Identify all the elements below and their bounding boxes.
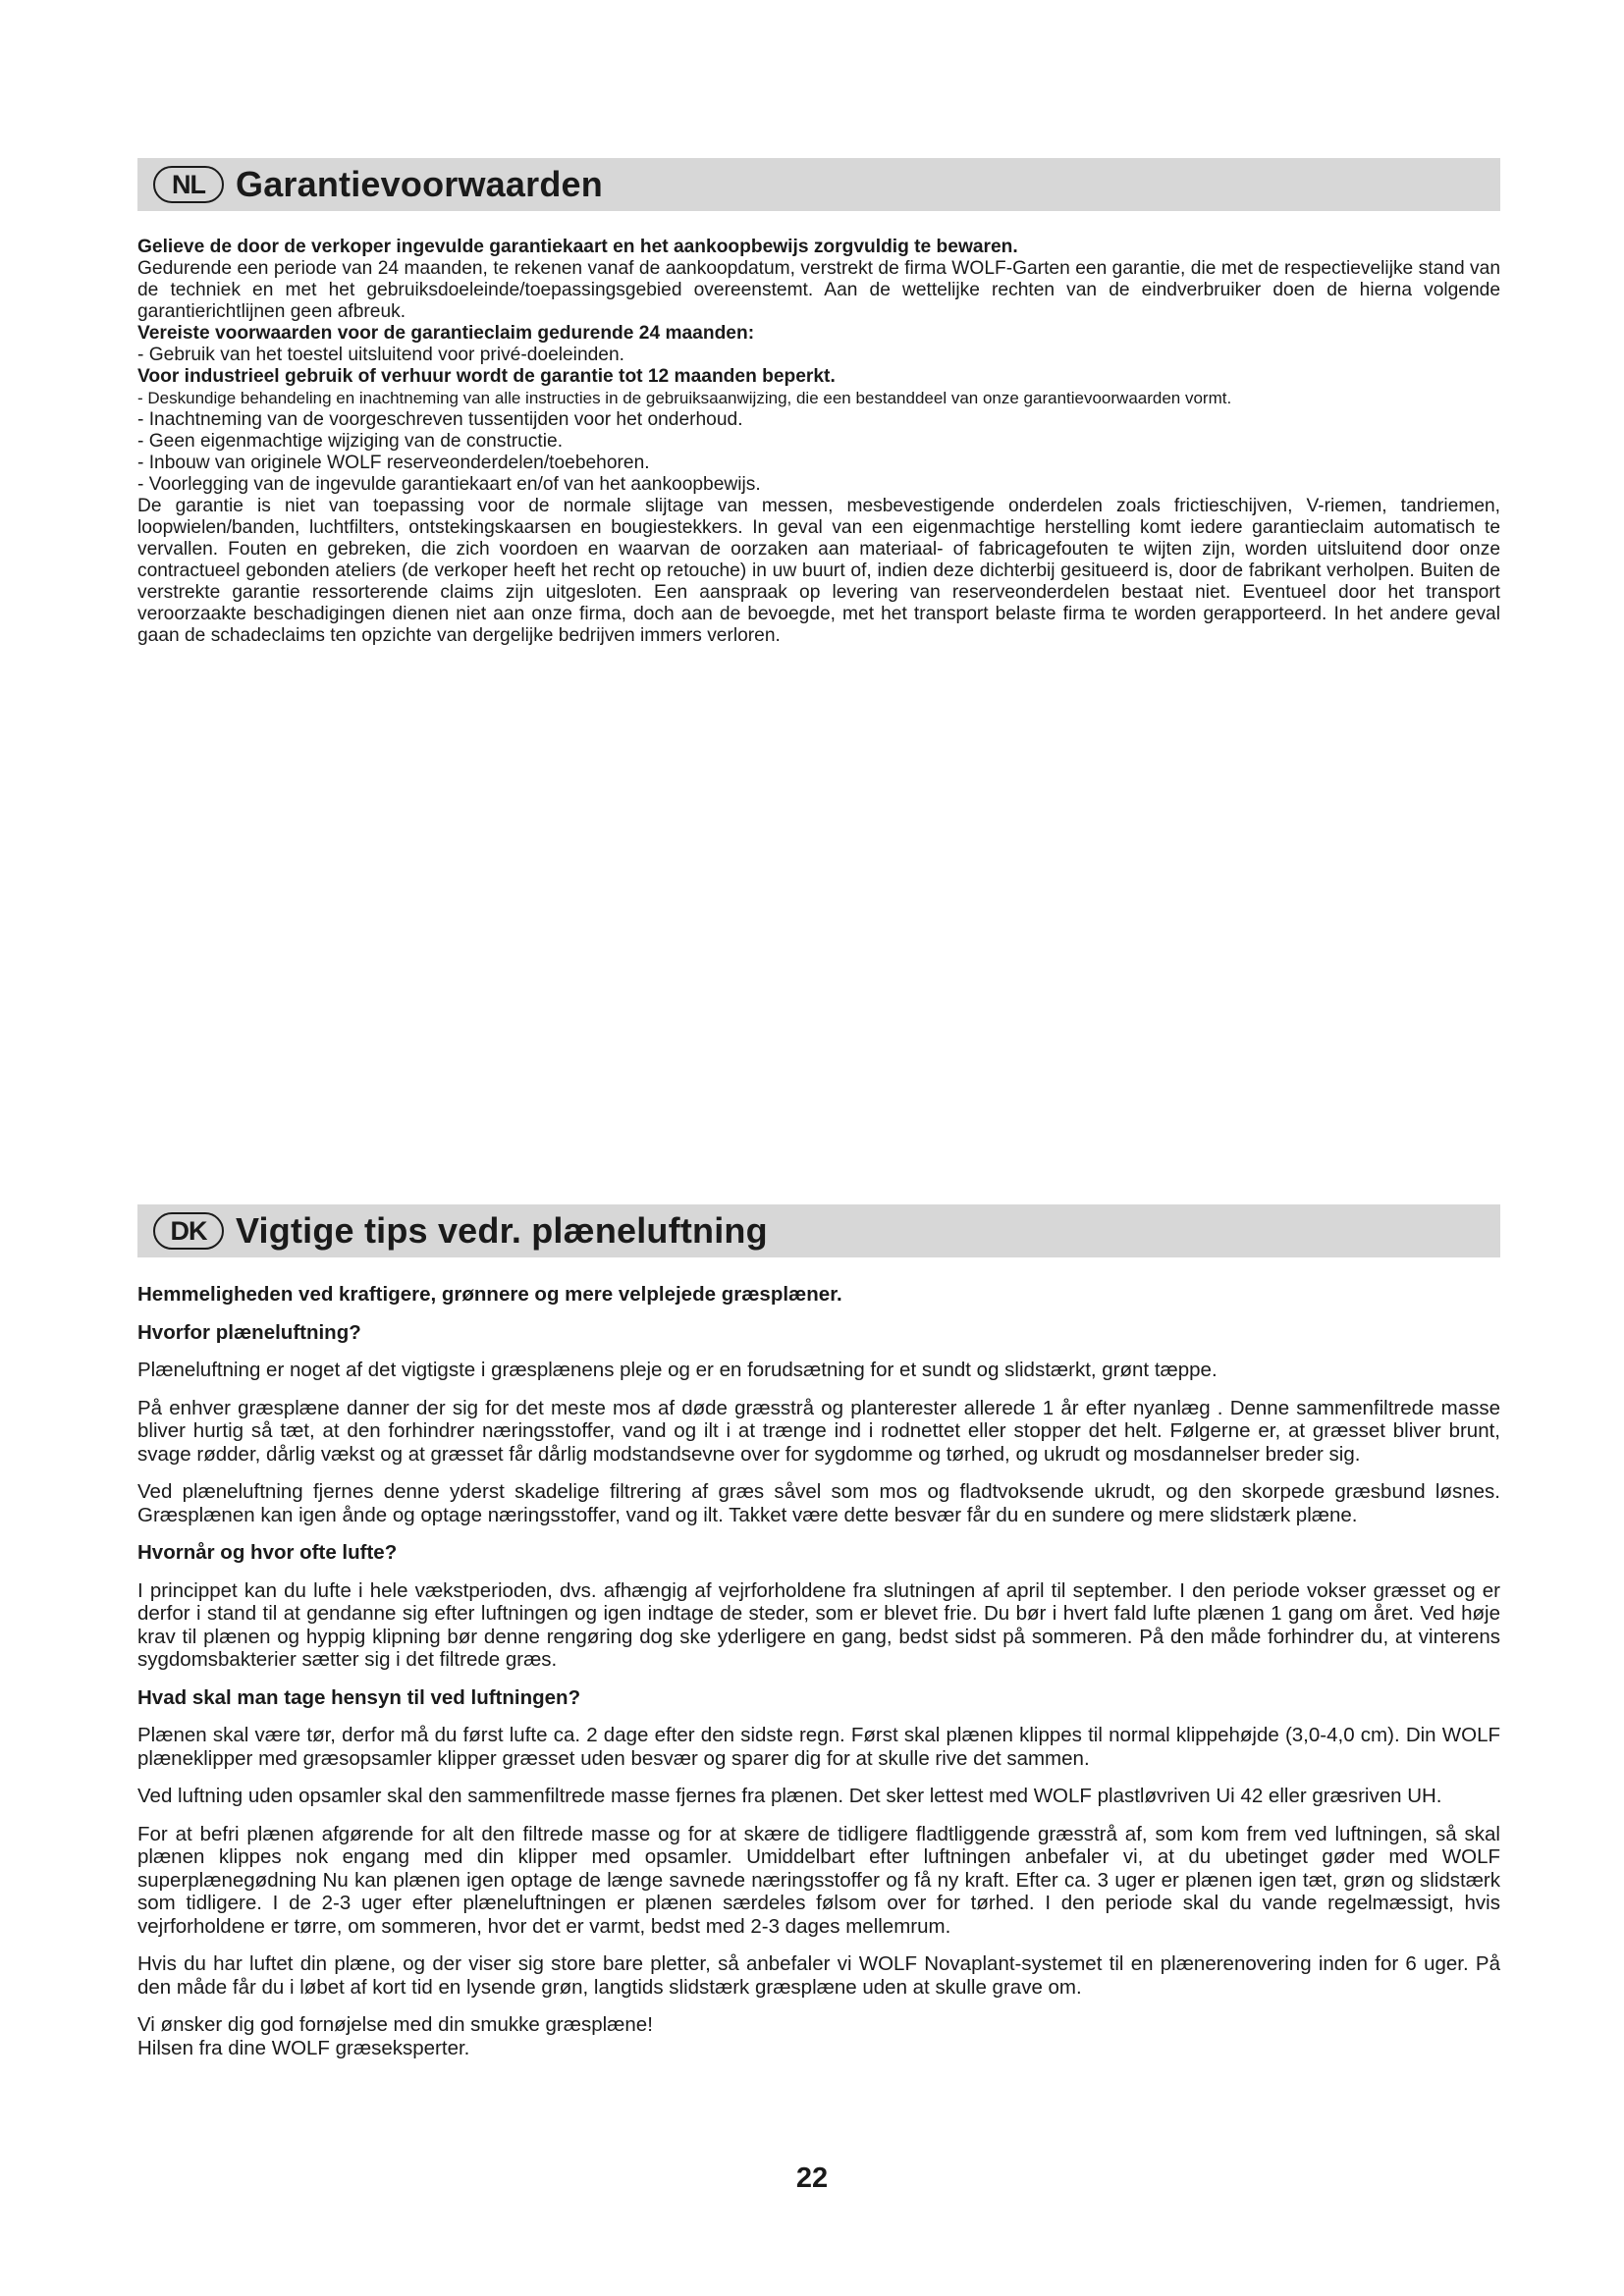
nl-section [137,158,1500,647]
dk-paragraph: Ved plæneluftning fjernes denne yderst skadelige filtrering af græs såvel som mos og fladtvoksende ukrudt, og den skorpede græsbund løsnes. Græsplænen kan igen ånde og optage næringsstoffer, vand og ilt. Takket være dette besvær får du en sundere og mere slidstærk plæne. [137,1480,1500,1526]
dk-lead: Hemmeligheden ved kraftigere, grønnere og mere velplejede græsplæner. [137,1283,842,1306]
nl-condition-item: - Geen eigenmachtige wijziging van de constructie. [137,431,564,452]
dk-section-title: Vigtige tips vedr. plæneluftning [236,1210,768,1251]
dk-paragraph: I princippet kan du lufte i hele vækstperioden, dvs. afhængig af vejrforholdene fra slutningen af april til september. I den periode vokser græsset og er derfor i stand til at gendanne sig efter luftningen og igen indtage de steder, som er blevet frie. Du bør i hvert fald lufte plænen 1 gang om året. Ved høje krav til plænen og hyppig klipning bør denne rengøring dog ske yderligere en gang, bedst sidst på sommeren. På den måde forhindrer du, at vinterens sygdomsbakterier sætter sig i det filtrede græs. [137,1578,1500,1671]
page-number: 22 [795,2163,829,2194]
nl-requirements-heading: Vereiste voorwaarden voor de garantieclaim gedurende 24 maanden: [137,323,755,344]
dk-paragraph: På enhver græsplæne danner der sig for det meste mos af døde græsstrå og planterester allerede 1 år efter nyanlæg . Denne sammenfiltrede masse bliver hurtig så tæt, at den forhindrer næringsstoffer, vand og ilt i at trænge ind i rodnettet eller stopper det helt. Følgerne er, at græsset bliver brunt, svage rødder, dårlig vækst og at græsset får dårlig modstandsevne over for sygdomme og tørhed, og ukrudt og mosdannelser breder sig. [137,1396,1500,1466]
nl-condition-item: - Deskundige behandeling en inachtneming van alle instructies in de gebruiksaanwijzing, die een bestanddeel van onze garantievoorwaarden vormt. [137,389,1232,407]
nl-lead: Gelieve de door de verkoper ingevulde garantiekaart en het aankoopbewijs zorgvuldig te bewaren. [137,237,1018,257]
nl-industrial-heading: Voor industrieel gebruik of verhuur wordt de garantie tot 12 maanden beperkt. [137,366,836,387]
dk-heading-what: Hvad skal man tage hensyn til ved luftningen? [137,1685,581,1709]
nl-section-title: Garantievoorwaarden [236,164,603,204]
dk-body [137,1283,1500,2059]
dk-paragraph: Plænen skal være tør, derfor må du først lufte ca. 2 dage efter den sidste regn. Først skal plænen klippes til normal klippehøjde (3,0-4,0 cm). Din WOLF plæneklipper med græsopsamler klipper græsset uden besvær og sparer dig for at skulle rive det sammen. [137,1724,1500,1770]
dk-signoff-line: Hilsen fra dine WOLF græseksperter. [137,2036,470,2059]
dk-paragraph: Plæneluftning er noget af det vigtigste i græsplænens pleje og er en forudsætning for et sundt og slidstærkt, grønt tæppe. [137,1359,1218,1381]
nl-intro: Gedurende een periode van 24 maanden, te rekenen vanaf de aankoopdatum, verstrekt de firma WOLF-Garten een garantie, die met de respectievelijke stand van de techniek en met het gebruiksdoeleinde/toepassingsgebied overeenstemt. Aan de wettelijke rechten van de eindverbruiker doen de hierna volgende garantierichtlijnen geen afbreuk. [137,258,1500,322]
nl-condition-item: - Voorlegging van de ingevulde garantiekaart en/of van het aankoopbewijs. [137,474,761,495]
dk-paragraph: Hvis du har luftet din plæne, og der viser sig store bare pletter, så anbefaler vi WOLF Novaplant-systemet til en plænerenovering inden for 6 uger. På den måde får du i løbet af kort tid en lysende grøn, langtids slidstærk græsplæne uden at skulle grave om. [137,1952,1500,1999]
dk-section [137,1204,1500,2059]
nl-closing-paragraph: De garantie is niet van toepassing voor de normale slijtage van messen, mesbevestigende onderdelen zoals frictieschijven, V-riemen, tandriemen, loopwielen/banden, luchtfilters, ontstekingskaarsen en bougiestekkers. In geval van een eigenmachtige herstelling komt iedere garantieclaim automatisch te vervallen. Fouten en gebreken, die zich voordoen en waarvan de oorzaken aan materiaal- of fabricagefouten te wijten zijn, worden uitsluitend door onze contractueel gebonden ateliers (de verkoper heeft het recht op retouche) in uw buurt of, indien deze dichterbij gesitueerd is, door de fabrikant verholpen. Buiten de verstrekte garantie ressorterende claims zijn uitgesloten. Een aanspraak op levering van reserveonderdelen bestaat niet. Eventueel door het transport veroorzaakte beschadigingen dienen niet aan onze firma, doch aan de bevoegde, met het transport belaste firma te worden gerapporteerd. In het andere geval gaan de schadeclaims ten opzichte van dergelijke bedrijven immers verloren. [137,496,1500,646]
dk-header-banner [137,1204,1500,1257]
nl-condition-item: - Inachtneming van de voorgeschreven tussentijden voor het onderhoud. [137,409,743,430]
nl-body [137,237,1500,647]
nl-condition-item: - Inbouw van originele WOLF reserveonderdelen/toebehoren. [137,453,650,473]
dk-closing-line: Vi ønsker dig god fornøjelse med din smukke græsplæne! [137,2013,653,2036]
nl-header-banner [137,158,1500,211]
nl-language-badge: NL [153,166,224,203]
dk-paragraph: For at befri plænen afgørende for alt den filtrede masse og for at skære de tidligere fladtliggende græsstrå af, som kom frem ved luftningen, så skal plænen klippes nok engang med din klipper med opsamler. Umiddelbart efter luftningen anbefaler vi, at du ubetinget gøder med WOLF superplænegødning Nu kan plænen igen optage de længe savnede næringsstoffer og få ny kraft. Efter ca. 3 uger er plænen igen tæt, grøn og slidstærk som tidligere. I de 2-3 uger efter plæneluftningen er plænen særdeles følsom over for tørhed. I den periode skal du vande regelmæssigt, hvis vejrforholdene er tørre, om sommeren, hvor det er varmt, bedst med 2-3 dages mellemrum. [137,1822,1500,1938]
dk-heading-when: Hvornår og hvor ofte lufte? [137,1541,398,1564]
nl-requirement-item: - Gebruik van het toestel uitsluitend voor privé-doeleinden. [137,345,624,365]
dk-language-badge: DK [153,1212,224,1250]
dk-paragraph: Ved luftning uden opsamler skal den sammenfiltrede masse fjernes fra plænen. Det sker lettest med WOLF plastløvriven Ui 42 eller græsriven UH. [137,1785,1442,1807]
dk-heading-why: Hvorfor plæneluftning? [137,1320,361,1344]
